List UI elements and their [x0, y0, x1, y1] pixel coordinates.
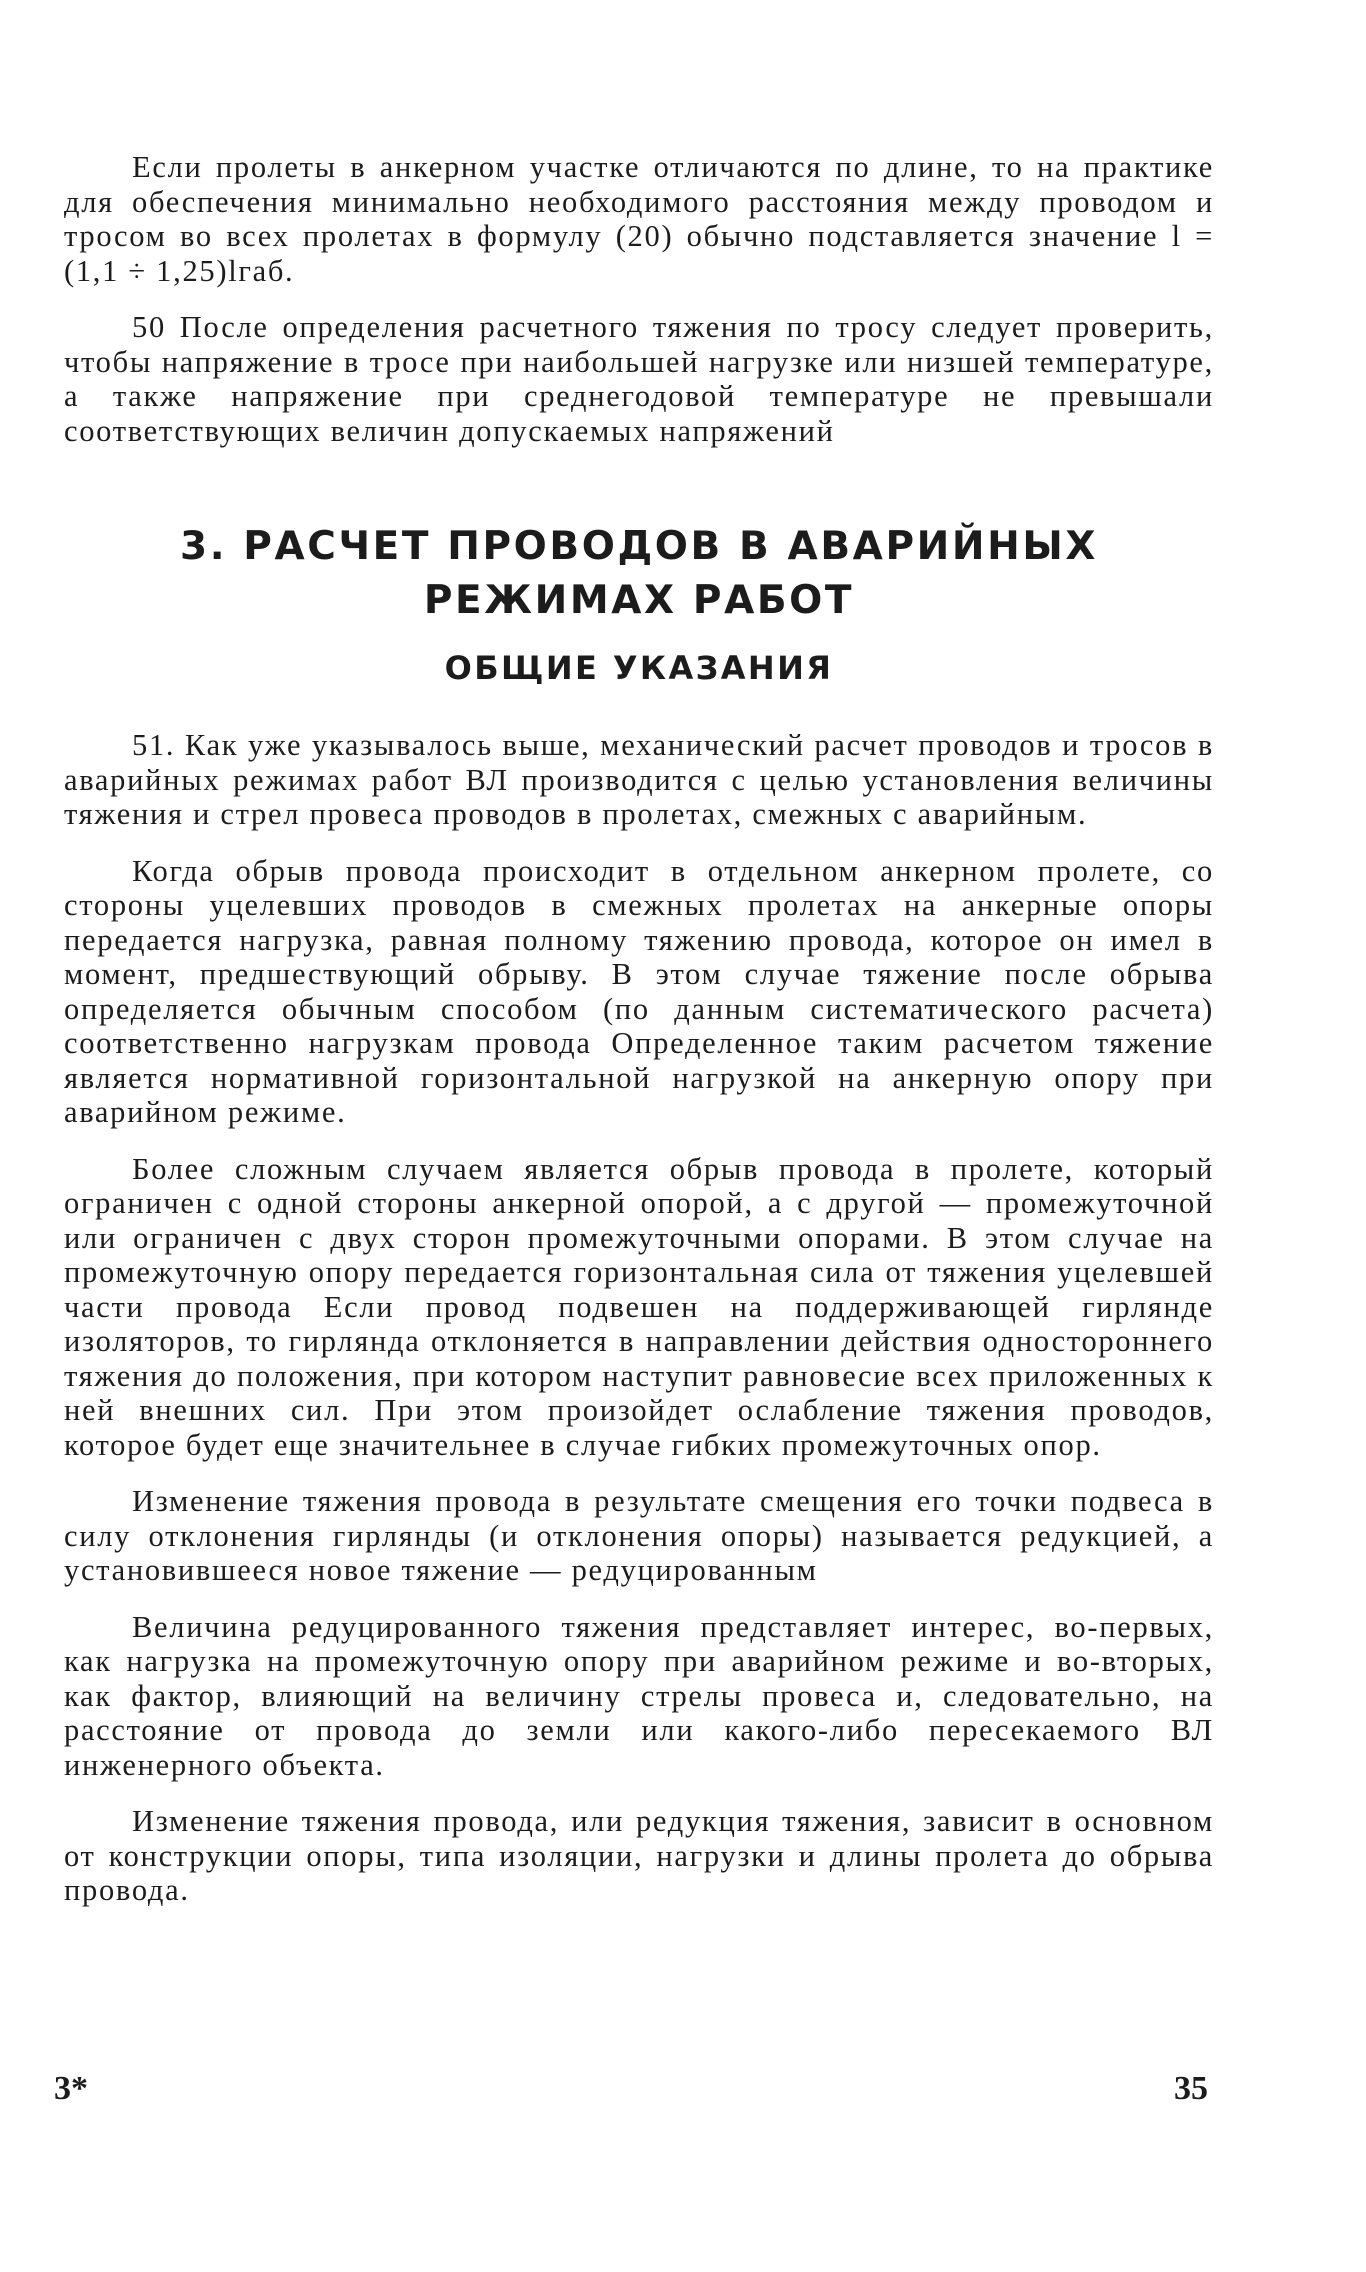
- paragraph-51: 51. Как уже указывалось выше, механический расчет проводов и тросов в аварийных режимах работ ВЛ производится с целью установления величины тяжения и стрел провеса проводов в пролетах, смежных с аварийным.: [64, 728, 1214, 831]
- paragraph-reduced-tension: Величина редуцированного тяжения представляет интерес, во-первых, как нагрузка на промежуточную опору при аварийном режиме и во-вторых, как фактор, влияющий на величину стрелы провеса и, следовательно, на расстояние от провода до земли или какого-либо пересекаемого ВЛ инженерного объекта.: [64, 1609, 1214, 1782]
- page-number: 35: [1174, 2070, 1208, 2107]
- paragraph-reduction-definition: Изменение тяжения провода в результате смещения его точки подвеса в силу отклонения гирлянды (и отклонения опоры) называется редукцией, а установившееся новое тяжение — редуцированным: [64, 1484, 1214, 1587]
- page-footer: [54, 2070, 1208, 2108]
- section-title: 3. РАСЧЕТ ПРОВОДОВ В АВАРИЙНЫХ РЕЖИМАХ РАБОТ: [179, 524, 1099, 623]
- signature-mark: 3*: [54, 2070, 88, 2107]
- paragraph-50: 50 После определения расчетного тяжения по тросу следует проверить, чтобы напряжение в тросе при наибольшей нагрузке или низшей температуре, а также напряжение при среднегодовой температуре не превышали соответствующих величин допускаемых напряжений: [64, 310, 1214, 448]
- page-content: [64, 150, 1214, 1930]
- paragraph-span-lengths: Если пролеты в анкерном участке отличаются по длине, то на практике для обеспечения минимально необходимого расстояния между проводом и тросом во всех пролетах в формулу (20) обычно подставляется значение l = (1,1 ÷ 1,25)lгаб.: [64, 150, 1214, 288]
- paragraph-intermediate-support: Более сложным случаем является обрыв провода в пролете, который ограничен с одной стороны анкерной опорой, а с другой — промежуточной или ограничен с двух сторон промежуточными опорами. В этом случае на промежуточную опору передается горизонтальная сила от тяжения уцелевшей части провода Если провод подвешен на поддерживающей гирлянде изоляторов, то гирлянда отклоняется в направлении действия одностороннего тяжения до положения, при котором наступит равновесие всех приложенных к ней внешних сил. При этом произойдет ослабление тяжения проводов, которое будет еще значительнее в случае гибких промежуточных опор.: [64, 1151, 1214, 1462]
- subsection-title: ОБЩИЕ УКАЗАНИЯ: [444, 649, 834, 687]
- paragraph-reduction-factors: Изменение тяжения провода, или редукция тяжения, зависит в основном от конструкции опоры, типа изоляции, нагрузки и длины пролета до обрыва провода.: [64, 1804, 1214, 1907]
- paragraph-anchor-span-break: Когда обрыв провода происходит в отдельном анкерном пролете, со стороны уцелевших проводов в смежных пролетах на анкерные опоры передается нагрузка, равная полному тяжению провода, которое он имел в момент, предшествующий обрыву. В этом случае тяжение после обрыва определяется обычным способом (по данным систематического расчета) соответственно нагрузкам провода Определенное таким расчетом тяжение является нормативной горизонтальной нагрузкой на анкерную опору при аварийном режиме.: [64, 853, 1214, 1129]
